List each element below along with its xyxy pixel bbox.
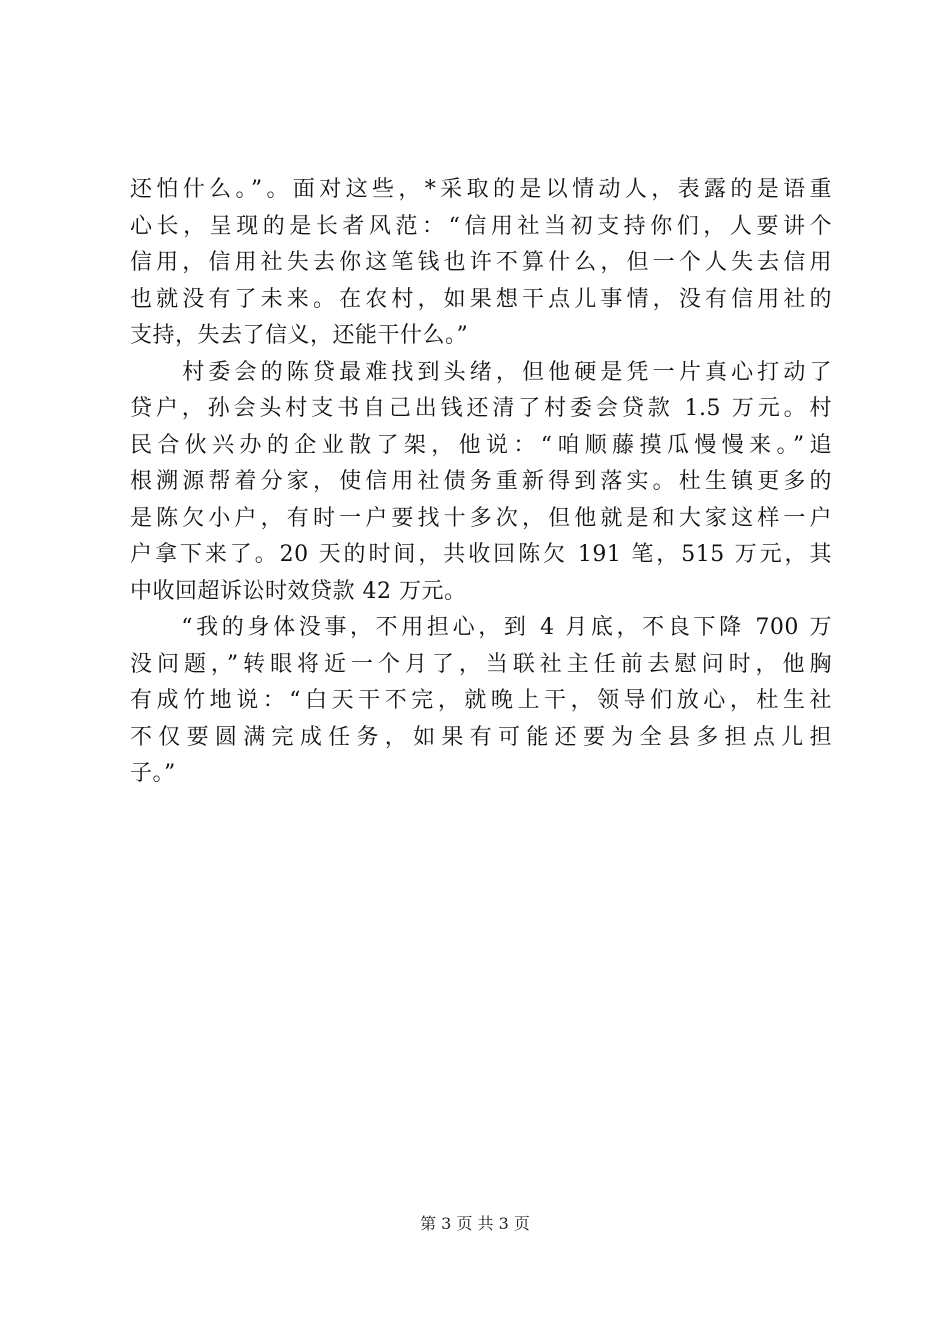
document-body: [130, 172, 832, 793]
text-line: 民合伙兴办的企业散了架，他说：“咱顺藤摸瓜慢慢来。”追: [130, 432, 832, 458]
text-line: 不仅要圆满完成任务，如果有可能还要为全县多担点儿担: [130, 724, 832, 750]
paragraph-1: [130, 172, 832, 355]
text-line: 贷户，孙会头村支书自己出钱还清了村委会贷款 1.5 万元。村: [130, 396, 832, 421]
text-line: 心长，呈现的是长者风范：“信用社当初支持你们，人要讲个: [130, 213, 832, 239]
text-line: 有成竹地说：“白天干不完，就晚上干，领导们放心，杜生社: [130, 688, 832, 713]
text-line: 信用，信用社失去你这笔钱也许不算什么，但一个人失去信用: [130, 250, 832, 275]
paragraph-3: [130, 610, 832, 793]
text-line: 根溯源帮着分家，使信用社债务重新得到落实。杜生镇更多的: [130, 469, 832, 494]
paragraph-2: [130, 355, 832, 611]
text-line: 中收回超诉讼时效贷款 42 万元。: [130, 578, 467, 604]
text-line: 户拿下来了。20 天的时间，共收回陈欠 191 笔，515 万元，其: [130, 542, 832, 567]
text-line: 还怕什么。”。面对这些，*采取的是以情动人，表露的是语重: [130, 177, 832, 202]
page-footer: [0, 1214, 950, 1234]
text-line: 是陈欠小户，有时一户要找十多次，但他就是和大家这样一户: [130, 505, 832, 531]
text-line: 也就没有了未来。在农村，如果想干点儿事情，没有信用社的: [130, 286, 832, 312]
text-line: 村委会的陈贷最难找到头绪，但他硬是凭一片真心打动了: [130, 359, 832, 385]
text-line: “我的身体没事，不用担心，到 4 月底，不良下降 700 万: [130, 615, 832, 640]
page-number: 第 3 页 共 3 页: [420, 1214, 530, 1233]
text-line: 支持，失去了信义，还能干什么。”: [130, 323, 469, 348]
text-line: 没问题，”转眼将近一个月了，当联社主任前去慰问时，他胸: [130, 651, 832, 677]
text-line: 子。”: [130, 761, 176, 786]
